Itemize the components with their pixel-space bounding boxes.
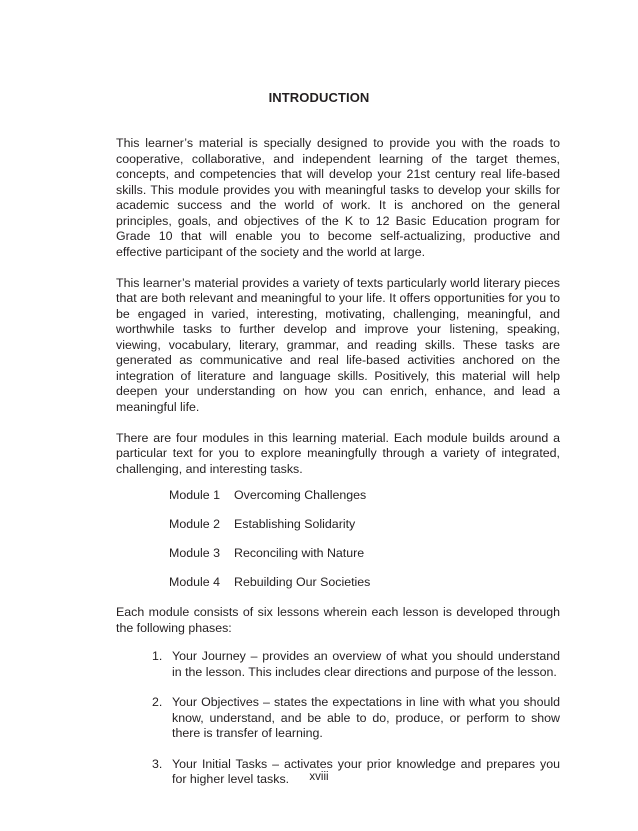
phase-number: 1. [152,649,163,663]
module-list [116,488,560,604]
page-number: xviii [309,771,329,783]
list-item [152,649,560,680]
module-name: Overcoming Challenges [234,488,367,502]
module-label: Module 3 [169,546,220,560]
phase-list [116,649,560,788]
module-label: Module 4 [169,575,220,589]
list-item [169,488,560,517]
paragraph-modules: There are four modules in this learning material. Each module builds around a particular text for you to explore meaningfully through a variety of integrated, challenging, and interesting tasks. [116,430,560,476]
module-name: Establishing Solidarity [234,517,356,531]
paragraph-intro: This learner’s material is specially designed to provide you with the roads to cooperative, collaborative, and independent learning of the target themes, concepts, and competencies that will develop your 21st century real life-based skills. This module provides you with meaningful tasks to develop your skills for academic success and the world of work. It is anchored on the general principles, goals, and objectives of the K to 12 Basic Education program for Grade 10 that will enable you to become self-actualizing, productive and effective participant of the society and the world at large. [116,136,560,259]
phase-number: 3. [152,756,163,771]
phase-number: 2. [152,695,163,709]
phase-text: Your Journey – provides an overview of what you should understand in the lesson. This includes clear directions and purpose of the lesson. [172,649,560,679]
module-label: Module 1 [169,488,220,502]
phase-text: Your Initial Tasks – activates your prior knowledge and prepares you for higher level tasks. [172,756,560,786]
body-text [116,136,560,803]
paragraph-texts: This learner’s material provides a variety of texts particularly world literary pieces that are both relevant and meaningful to your life. It offers opportunities for you to be engaged in varied, interesting, motivating, challenging, meaningful, and worthwhile tasks to further develop and improve your listening, speaking, viewing, vocabulary, literary, grammar, and reading skills. These tasks are generated as communicative and real life-based activities anchored on the integration of literature and language skills. Positively, this material will help deepen your understanding on how you can enrich, enhance, and lead a meaningful life. [116,275,560,414]
page-title: INTRODUCTION [268,90,370,105]
list-item [169,575,560,604]
list-item [169,546,560,575]
list-item [152,695,560,742]
module-name: Reconciling with Nature [234,546,365,560]
module-name: Rebuilding Our Societies [234,575,371,589]
module-label: Module 2 [169,517,220,531]
phase-text: Your Objectives – states the expectations in line with what you should know, understand, and be able to do, produce, or perform to show there is transfer of learning. [172,695,560,740]
paragraph-phases-intro: Each module consists of six lessons wherein each lesson is developed through the following phases: [116,605,560,635]
list-item [169,517,560,546]
